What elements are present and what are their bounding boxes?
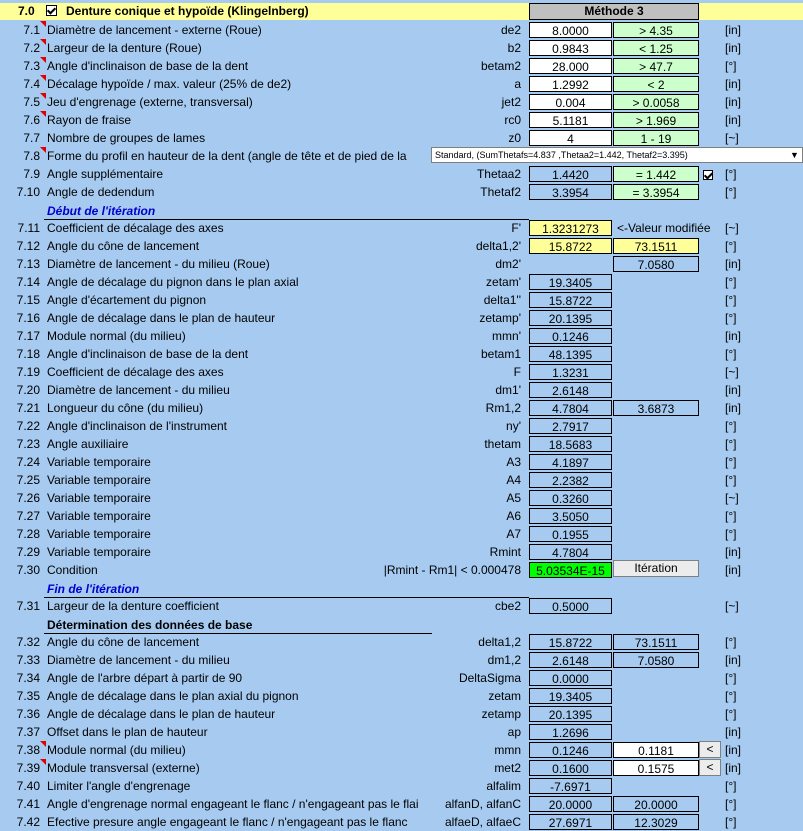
row-number: 7.42 (16, 815, 40, 829)
row-symbol: A5 (506, 491, 521, 505)
row-number: 7.14 (16, 275, 40, 289)
row-label: Angle de l'arbre départ à partir de 90 (47, 671, 243, 685)
row-symbol: A6 (506, 509, 521, 523)
row-number: 7.19 (16, 365, 40, 379)
row-unit: [°] (725, 185, 737, 199)
row-label: Angle auxiliaire (47, 437, 129, 451)
value-cell-2: = 1.442 (613, 166, 699, 182)
table-row (0, 543, 803, 561)
value-cell-2: < 2 (613, 76, 699, 92)
row-unit: [in] (725, 41, 742, 55)
value-cell: 20.0000 (529, 796, 612, 812)
row-label: Longueur du cône (du milieu) (47, 401, 204, 415)
value-input[interactable]: 28.000 (529, 58, 612, 74)
row-symbol: F (513, 365, 521, 379)
table-row (0, 489, 803, 507)
table-row (0, 723, 803, 741)
row-unit: [in] (725, 563, 742, 577)
row-symbol: mmn' (492, 329, 521, 343)
table-row (0, 453, 803, 471)
comment-marker-icon[interactable] (40, 39, 46, 45)
row-number: 7.39 (16, 761, 40, 775)
row-unit: [in] (725, 329, 742, 343)
row-label: Efective presure angle engageant le flanc / n'engageant pas le flanc (47, 815, 408, 829)
row-label: Limiter l'angle d'engrenage (47, 779, 191, 793)
value-cell: 19.3405 (529, 688, 612, 704)
row-label: Diamètre de lancement - externe (Roue) (47, 23, 262, 37)
value-cell: 0.3260 (529, 490, 612, 506)
table-row (0, 705, 803, 723)
row-label: Décalage hypoïde / max. valeur (25% de de2) (47, 77, 292, 91)
row-unit: [°] (725, 707, 737, 721)
checkbox-icon (46, 5, 57, 16)
row-label: Module normal (du milieu) (47, 743, 186, 757)
row-label: Angle d'inclinaison de l'instrument (47, 419, 228, 433)
row-unit: [°] (725, 311, 737, 325)
row-symbol: dm2' (495, 257, 521, 271)
value-cell: 5.03534E-15 (529, 562, 612, 578)
value-cell: 2.6148 (529, 382, 612, 398)
row-unit: [in] (725, 383, 742, 397)
row-unit: [°] (725, 347, 737, 361)
value-input[interactable]: 0.9843 (529, 40, 612, 56)
row-number: 7.36 (16, 707, 40, 721)
value-cell: 15.8722 (529, 292, 612, 308)
row-label: Angle de décalage dans le plan de hauteur (47, 311, 276, 325)
row-label: Angle d'engrenage normal engageant le flanc / n'engageant pas le flai (47, 797, 419, 811)
row-number: 7.22 (16, 419, 40, 433)
value-cell-2: 73.1511 (613, 238, 699, 254)
row-symbol: b2 (507, 41, 521, 55)
row-number: 7.40 (16, 779, 40, 793)
table-row (0, 669, 803, 687)
row-number: 7.15 (16, 293, 40, 307)
table-row (0, 183, 803, 201)
row-unit: [°] (725, 797, 737, 811)
row-number: 7.13 (16, 257, 40, 271)
table-row (0, 813, 803, 831)
value-cell: 2.7917 (529, 418, 612, 434)
row-number: 7.27 (16, 509, 40, 523)
value-cell-2: 20.0000 (613, 796, 699, 812)
row-symbol: A3 (506, 455, 521, 469)
row-unit: [°] (725, 275, 737, 289)
value-cell: 20.1395 (529, 706, 612, 722)
row-unit: [°] (725, 671, 737, 685)
row-unit: [in] (725, 725, 742, 739)
profile-form-dropdown[interactable] (431, 147, 803, 163)
value-input[interactable]: 5.1181 (529, 112, 612, 128)
value-cell: 0.1955 (529, 526, 612, 542)
row-label: Condition (47, 563, 98, 577)
value-cell: 2.2382 (529, 472, 612, 488)
table-row (0, 93, 803, 111)
row-symbol: thetam (484, 437, 521, 451)
value-cell: 0.5000 (529, 598, 612, 614)
row-label: Angle du cône de lancement (47, 239, 200, 253)
table-row (0, 777, 803, 795)
row-unit: [in] (725, 401, 742, 415)
row-label: Angle d'inclinaison de base de la dent (47, 59, 249, 73)
row-symbol: jet2 (501, 95, 521, 109)
row-number: 7.9 (23, 167, 40, 181)
row-number: 7.12 (16, 239, 40, 253)
value-cell: 2.6148 (529, 652, 612, 668)
value-input[interactable]: 0.004 (529, 94, 612, 110)
value-cell: 15.8722 (529, 238, 612, 254)
comment-marker-icon[interactable] (40, 75, 46, 81)
table-row (0, 435, 803, 453)
table-row (0, 309, 803, 327)
row-number: 7.17 (16, 329, 40, 343)
header-fill (699, 3, 803, 20)
table-row (0, 21, 803, 39)
row-number: 7.2 (23, 41, 40, 55)
row-unit: [in] (725, 23, 742, 37)
row-number: 7.38 (16, 743, 40, 757)
row-number: 7.5 (23, 95, 40, 109)
row-unit: [in] (725, 545, 742, 559)
row-symbol: Rm1,2 (485, 401, 521, 415)
row-unit: [°] (725, 167, 737, 181)
table-row (0, 291, 803, 309)
row-label: Variable temporaire (47, 491, 151, 505)
row-number: 7.25 (16, 473, 40, 487)
comment-marker-icon[interactable] (40, 111, 46, 117)
row-number: 7.7 (23, 131, 40, 145)
value-cell: 48.1395 (529, 346, 612, 362)
row-unit: [°] (725, 239, 737, 253)
table-row (0, 633, 803, 651)
row-unit: [°] (725, 509, 737, 523)
row-symbol: dm1' (495, 383, 521, 397)
row-symbol: a (514, 77, 521, 91)
section-header-row (0, 3, 529, 20)
row-label: Variable temporaire (47, 509, 151, 523)
value-cell-2: > 4.35 (613, 22, 699, 38)
row-number: 7.26 (16, 491, 40, 505)
section-iteration-end: Fin de l'itération (47, 582, 140, 596)
value-cell-2: > 47.7 (613, 58, 699, 74)
table-row (0, 651, 803, 669)
row-label: Diamètre de lancement - du milieu (47, 653, 230, 667)
comment-marker-icon[interactable] (40, 741, 46, 747)
row-label: Largeur de la denture (Roue) (47, 41, 202, 55)
value-cell: 0.0000 (529, 670, 612, 686)
dropdown-arrow-icon[interactable]: ▼ (787, 148, 802, 162)
row-label: Variable temporaire (47, 455, 151, 469)
value-cell: 19.3405 (529, 274, 612, 290)
row-number: 7.29 (16, 545, 40, 559)
row-label: Diamètre de lancement - du milieu (Roue) (47, 257, 270, 271)
table-row (0, 381, 803, 399)
value-cell: 1.4420 (529, 166, 612, 182)
row-symbol: zetam (488, 689, 521, 703)
row-symbol: z0 (508, 131, 521, 145)
row-number: 7.33 (16, 653, 40, 667)
row-number: 7.34 (16, 671, 40, 685)
value-cell-2: = 3.3954 (613, 184, 699, 200)
row-label: Forme du profil en hauteur de la dent (angle de tête et de pied de la (47, 149, 407, 163)
row-unit: [~] (725, 599, 739, 613)
table-row (0, 57, 803, 75)
table-row (0, 759, 803, 777)
row-unit: [°] (725, 689, 737, 703)
value-cell-2: <-Valeur modifiée (617, 221, 711, 235)
row-label: Jeu d'engrenage (externe, transversal) (47, 95, 253, 109)
row-label: Offset dans le plan de hauteur (47, 725, 208, 739)
row-number: 7.28 (16, 527, 40, 541)
row-number: 7.30 (16, 563, 40, 577)
row-unit: [in] (725, 761, 742, 775)
row-number: 7.11 (17, 221, 40, 235)
row-symbol: zetamp' (479, 311, 521, 325)
row-number: 7.8 (23, 149, 40, 163)
row-label: Angle de dedendum (47, 185, 155, 199)
row-number: 7.6 (23, 113, 40, 127)
row-symbol: delta1,2' (476, 239, 521, 253)
table-row (0, 129, 803, 147)
value-input[interactable]: 4 (529, 130, 612, 146)
row-number: 7.24 (16, 455, 40, 469)
row-number: 7.3 (23, 59, 40, 73)
value-cell: 18.5683 (529, 436, 612, 452)
table-row (0, 255, 803, 273)
row-number: 7.21 (16, 401, 40, 415)
row-number: 7.31 (16, 599, 40, 613)
row-symbol: Thetaf2 (480, 185, 521, 199)
value-cell: 0.1246 (529, 742, 612, 758)
value-cell-2: > 1.969 (613, 112, 699, 128)
row-number: 7.37 (16, 725, 40, 739)
table-row (0, 363, 803, 381)
comment-marker-icon[interactable] (40, 759, 46, 765)
table-row (0, 237, 803, 255)
row-unit: [~] (725, 131, 739, 145)
value-input-2[interactable]: 0.1575 (613, 760, 699, 776)
row-label: Coefficient de décalage des axes (47, 365, 224, 379)
row-unit: [°] (725, 455, 737, 469)
row-number: 7.35 (16, 689, 40, 703)
row-label: Angle de décalage dans le plan de hauteur (47, 707, 276, 721)
row-symbol: dm1,2 (487, 653, 521, 667)
row-symbol: DeltaSigma (458, 671, 521, 685)
value-cell: 3.5050 (529, 508, 612, 524)
row-label: Largeur de la denture coefficient (47, 599, 219, 613)
value-cell: 0.1600 (529, 760, 612, 776)
row-unit: [°] (725, 635, 737, 649)
row-label: Diamètre de lancement - du milieu (47, 383, 230, 397)
row-symbol: zetam' (486, 275, 521, 289)
table-row (0, 417, 803, 435)
comment-marker-icon[interactable] (40, 57, 46, 63)
section-base-data: Détermination des données de base (47, 618, 253, 632)
comment-marker-icon[interactable] (40, 147, 46, 153)
iteration-button[interactable]: Itération (613, 560, 699, 577)
comment-marker-icon[interactable] (40, 93, 46, 99)
method-label: Méthode 3 (529, 3, 699, 20)
row-label: Angle de décalage du pignon dans le plan axial (47, 275, 299, 289)
row-unit: [°] (725, 815, 737, 829)
row-unit: [in] (725, 113, 742, 127)
section-iteration-start: Début de l'itération (47, 204, 156, 218)
table-row (0, 471, 803, 489)
row-symbol: ny' (506, 419, 521, 433)
row-unit: [°] (725, 779, 737, 793)
row-unit: [°] (725, 59, 737, 73)
value-cell: 15.8722 (529, 634, 612, 650)
table-row (0, 273, 803, 291)
table-row (0, 741, 803, 759)
row-unit: [°] (725, 527, 737, 541)
value-cell: 0.1246 (529, 328, 612, 344)
row-label: Rayon de fraise (47, 113, 132, 127)
value-cell-2: 7.0580 (613, 652, 699, 668)
row-symbol: delta1'' (483, 293, 521, 307)
comment-marker-icon[interactable] (40, 21, 46, 27)
table-row (0, 39, 803, 57)
thetaa2-checkbox[interactable] (703, 170, 713, 180)
row-unit: [~] (725, 365, 739, 379)
row-label: Module normal (du milieu) (47, 329, 186, 343)
mmn-lt-button[interactable]: < (699, 741, 721, 758)
value-input-2[interactable]: 0.1181 (613, 742, 699, 758)
row-symbol: delta1,2 (478, 635, 521, 649)
row-label: Variable temporaire (47, 473, 151, 487)
dropdown-value: Standard, (SumThetafs=4.837 ,Thetaa2=1.442, Thetaf2=3.395) (435, 150, 688, 160)
table-row (0, 75, 803, 93)
row-symbol: F' (511, 221, 521, 235)
row-symbol: betam2 (480, 59, 521, 73)
table-row (0, 219, 803, 237)
row-number: 7.32 (16, 635, 40, 649)
value-cell: 1.3231273 (529, 220, 612, 236)
row-unit: [°] (725, 473, 737, 487)
row-unit: [in] (725, 653, 742, 667)
row-symbol: alfaeD, alfaeC (444, 815, 521, 829)
row-symbol: rc0 (504, 113, 521, 127)
table-row (0, 507, 803, 525)
value-input[interactable]: 8.0000 (529, 22, 612, 38)
row-symbol: de2 (500, 23, 521, 37)
row-unit: [~] (725, 491, 739, 505)
row-symbol: zetamp (481, 707, 521, 721)
row-symbol: A4 (506, 473, 521, 487)
row-symbol: |Rmint - Rm1| < 0.000478 (383, 563, 521, 577)
value-cell-2: 3.6873 (613, 400, 699, 416)
table-row (0, 687, 803, 705)
row-symbol: cbe2 (494, 599, 521, 613)
table-row (0, 525, 803, 543)
row-symbol: met2 (494, 761, 521, 775)
table-row (0, 327, 803, 345)
row-number: 7.20 (16, 383, 40, 397)
row-unit: [in] (725, 743, 742, 757)
value-cell: 4.7804 (529, 400, 612, 416)
table-row (0, 345, 803, 363)
row-symbol: mmn (494, 743, 521, 757)
row-number: 7.16 (16, 311, 40, 325)
table-row (0, 399, 803, 417)
header-number: 7.0 (18, 4, 35, 18)
row-symbol: Thetaa2 (476, 167, 521, 181)
value-cell-2: > 0.0058 (613, 94, 699, 110)
row-symbol: ap (507, 725, 521, 739)
table-row (0, 111, 803, 129)
value-input[interactable]: 1.2992 (529, 76, 612, 92)
row-label: Module transversal (externe) (47, 761, 200, 775)
row-unit: [in] (725, 95, 742, 109)
value-cell-2: 1 - 19 (613, 130, 699, 146)
value-cell: 4.7804 (529, 544, 612, 560)
row-unit: [in] (725, 77, 742, 91)
row-label: Variable temporaire (47, 527, 151, 541)
row-symbol: alfalim (486, 779, 521, 793)
value-cell: 1.2696 (529, 724, 612, 740)
row-symbol: betam1 (480, 347, 521, 361)
table-row (0, 165, 803, 183)
value-cell: 4.1897 (529, 454, 612, 470)
value-cell-2: 12.3029 (613, 814, 699, 830)
value-cell: 1.3231 (529, 364, 612, 380)
row-unit: [°] (725, 293, 737, 307)
value-cell: 20.1395 (529, 310, 612, 326)
value-cell: 27.6971 (529, 814, 612, 830)
row-number: 7.1 (23, 23, 40, 37)
row-label: Angle d'écartement du pignon (47, 293, 207, 307)
row-number: 7.18 (16, 347, 40, 361)
table-row (0, 597, 803, 615)
row-symbol: A7 (506, 527, 521, 541)
row-label: Variable temporaire (47, 545, 151, 559)
row-number: 7.4 (23, 77, 40, 91)
row-label: Angle d'inclinaison de base de la dent (47, 347, 249, 361)
row-label: Nombre de groupes de lames (47, 131, 206, 145)
value-cell-2: < 1.25 (613, 40, 699, 56)
value-cell: -7.6971 (529, 778, 612, 794)
row-number: 7.41 (16, 797, 40, 811)
row-unit: [~] (725, 221, 739, 235)
row-unit: [in] (725, 257, 742, 271)
header-title: Denture conique et hypoïde (Klingelnberg) (66, 4, 309, 18)
row-label: Angle de décalage dans le plan axial du pignon (47, 689, 299, 703)
value-cell: 3.3954 (529, 184, 612, 200)
row-label: Angle supplémentaire (47, 167, 164, 181)
value-cell-2: 73.1511 (613, 634, 699, 650)
row-number: 7.23 (16, 437, 40, 451)
row-number: 7.10 (16, 185, 40, 199)
row-symbol: Rmint (489, 545, 521, 559)
value-cell-2: 7.0580 (613, 256, 699, 272)
row-unit: [°] (725, 419, 737, 433)
row-label: Angle du cône de lancement (47, 635, 200, 649)
row-label: Coefficient de décalage des axes (47, 221, 224, 235)
row-unit: [°] (725, 437, 737, 451)
row-symbol: alfanD, alfanC (444, 797, 521, 811)
met2-lt-button[interactable]: < (699, 759, 721, 776)
table-row (0, 795, 803, 813)
header-checkbox[interactable] (44, 3, 61, 20)
